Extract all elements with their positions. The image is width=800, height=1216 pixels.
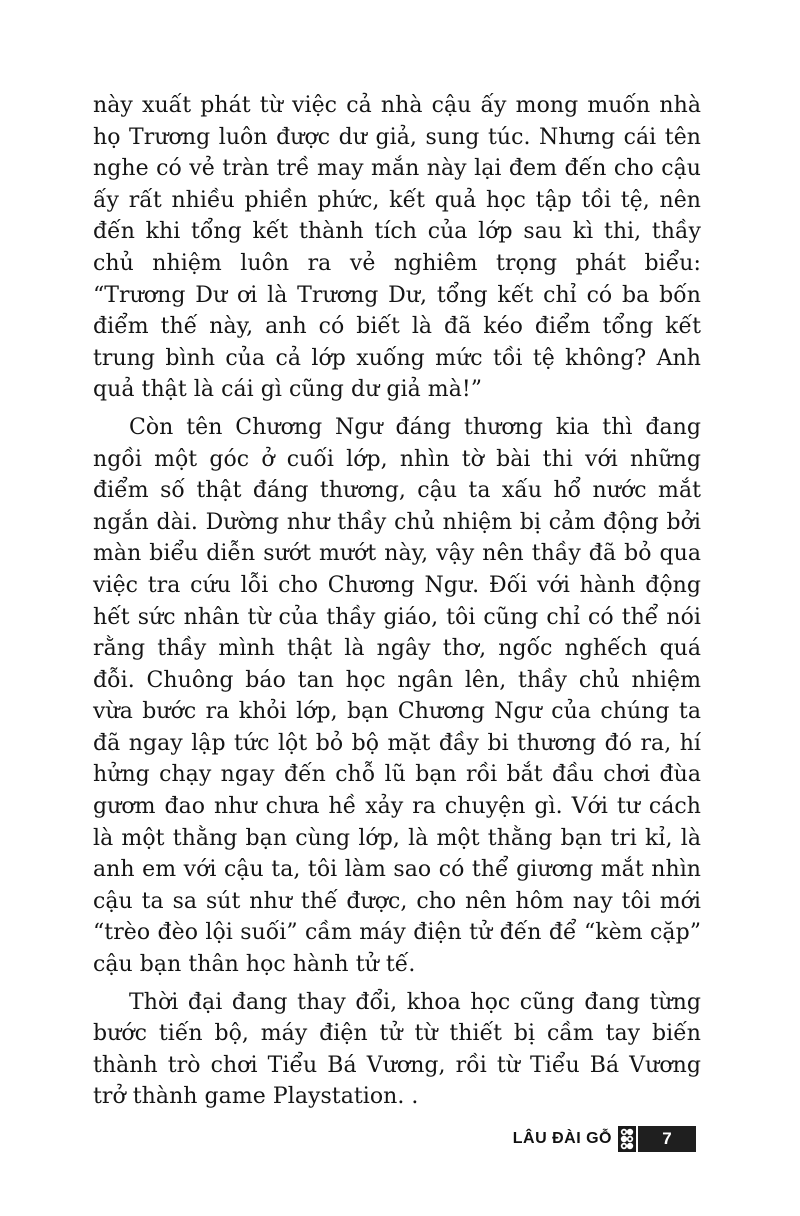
paragraph-2: Còn tên Chương Ngư đáng thương kia thì đang ngồi một góc ở cuối lớp, nhìn tờ bài thi với những điểm số thật đáng thương, cậu ta xấu hổ nước mắt ngắn dài. Dường như thầy chủ nhiệm bị cảm động bởi màn biểu diễn sướt mướt này, vậy nên thầy đã bỏ qua việc tra cứu lỗi cho Chương Ngư. Đối với hành động hết sức nhân từ của thầy giáo, tôi cũng chỉ có thể nói rằng thầy mình thật là ngây thơ, ngốc nghếch quá đỗi. Chuông báo tan học ngân lên, thầy chủ nhiệm vừa bước ra khỏi lớp, bạn Chương Ngư của chúng ta đã ngay lập tức lột bỏ bộ mặt đầy bi thương đó ra, hí hửng chạy ngay đến chỗ lũ bạn rồi bắt đầu chơi đùa gươm đao như chưa hề xảy ra chuyện gì. Với tư cách là một thằng bạn cùng lớp, là một thằng bạn tri kỉ, là anh em với cậu ta, tôi làm sao có thể giương mắt nhìn cậu ta sa sút như thế được, cho nên hôm nay tôi mới “trèo đèo lội suối” cầm máy điện tử đến để “kèm cặp” cậu bạn thân học hành tử tế. [93,414,701,978]
paragraph-3: Thời đại đang thay đổi, khoa học cũng đang từng bước tiến bộ, máy điện tử từ thiết bị cầm tay biến thành trò chơi Tiểu Bá Vương, rồi từ Tiểu Bá Vương trở thành game Playstation. . [93,989,701,1110]
publisher-logo-icon [618,1126,636,1152]
publisher-logo-icon-graphic [618,1126,636,1152]
page-footer [470,1126,710,1156]
paragraph-1: này xuất phát từ việc cả nhà cậu ấy mong muốn nhà họ Trương luôn được dư giả, sung túc. Nhưng cái tên nghe có vẻ tràn trề may mắn này lại đem đến cho cậu ấy rất nhiều phiền phức, kết quả học tập tồi tệ, nên đến khi tổng kết thành tích của lớp sau kì thi, thầy chủ nhiệm luôn ra vẻ nghiêm trọng phát biểu: “Trương Dư ơi là Trương Dư, tổng kết chỉ có ba bốn điểm thế này, anh có biết là đã kéo điểm tổng kết trung bình của cả lớp xuống mức tồi tệ không? Anh quả thật là cái gì cũng dư giả mà!” [93,93,701,403]
page-number: 7 [638,1126,696,1152]
running-title: LÂU ĐÀI GỖ [512,1130,612,1147]
body-text [93,90,701,1113]
